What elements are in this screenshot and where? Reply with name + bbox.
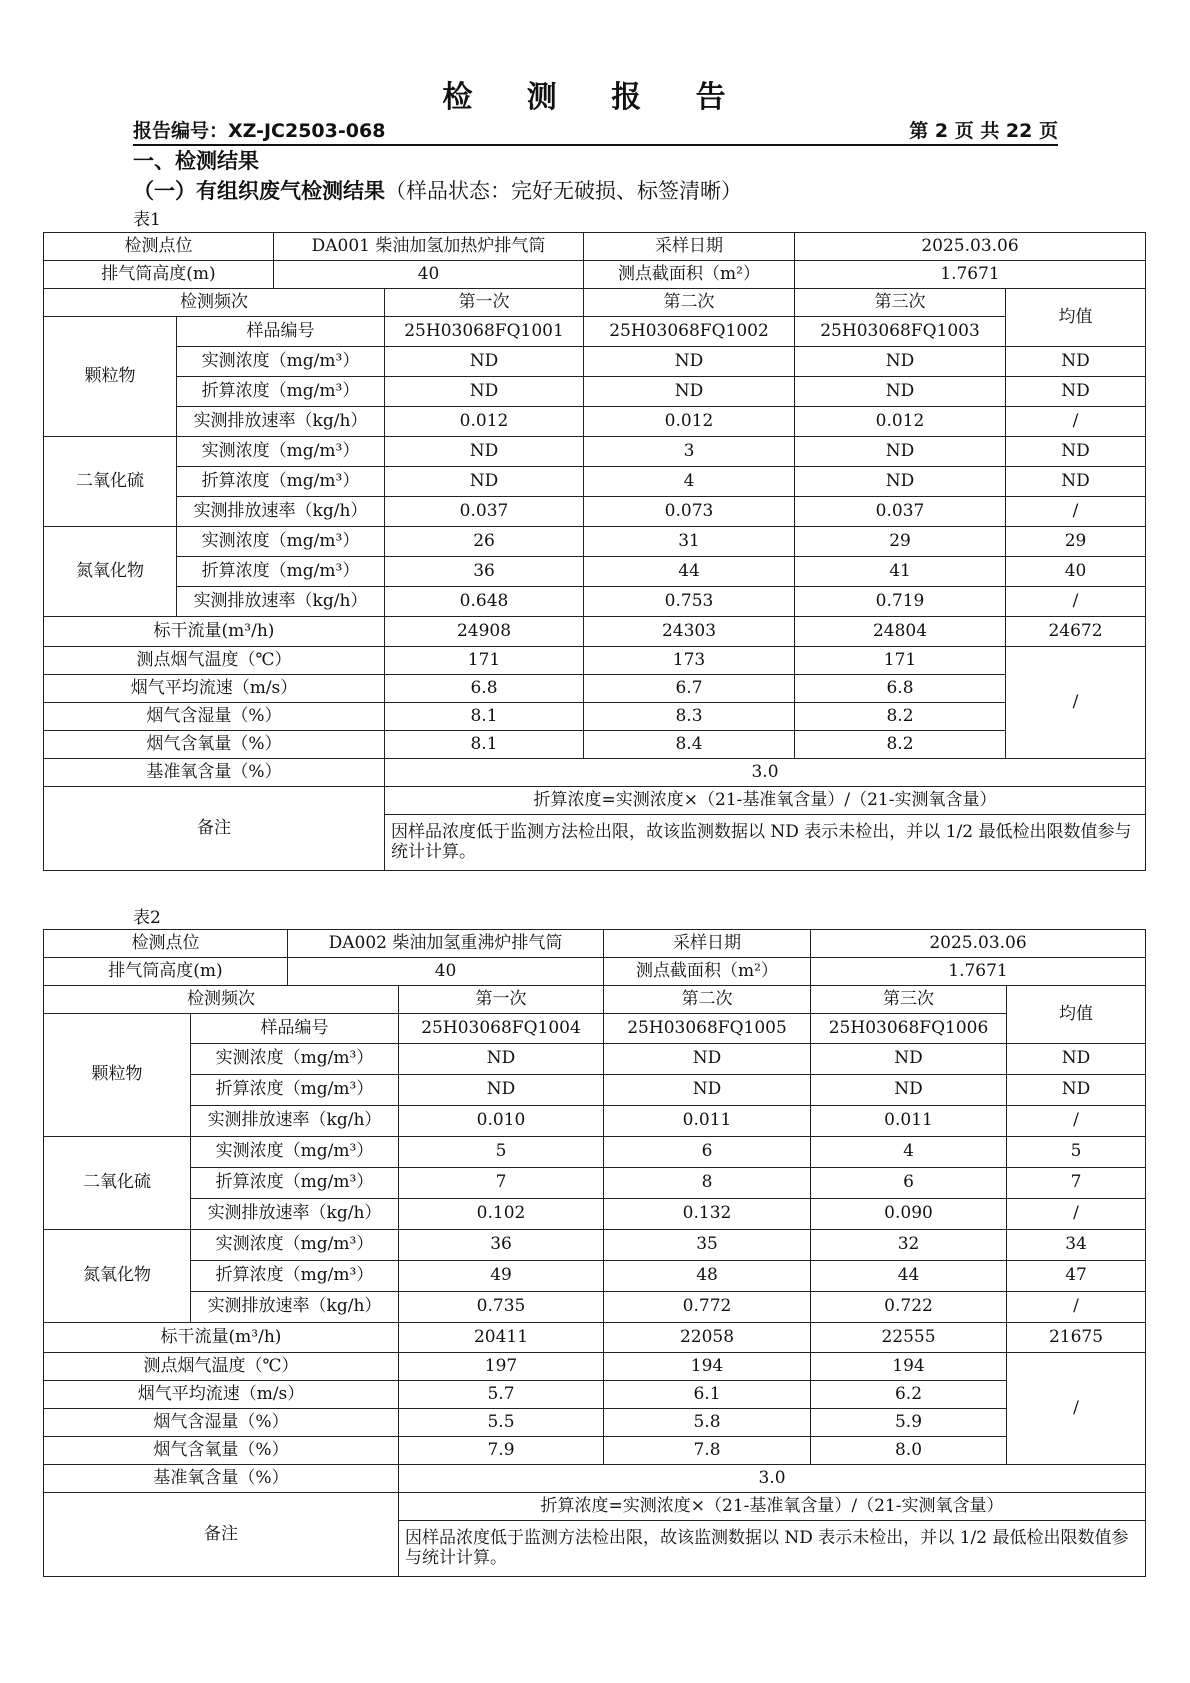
cell: ND bbox=[399, 1044, 604, 1075]
cell: 5 bbox=[1007, 1137, 1146, 1168]
sample-no-3: 25H03068FQ1006 bbox=[811, 1014, 1007, 1044]
ref-oxygen-label: 基准氧含量（%） bbox=[44, 759, 385, 787]
temp-label: 测点烟气温度（℃） bbox=[44, 1353, 399, 1381]
cell: 49 bbox=[399, 1261, 604, 1292]
cell: 0.648 bbox=[385, 587, 584, 617]
cell: 0.011 bbox=[604, 1106, 811, 1137]
table-row bbox=[44, 1292, 1146, 1323]
table-row bbox=[44, 377, 1146, 407]
measured-conc-label: 实测浓度（mg/m³） bbox=[191, 1137, 399, 1168]
table-row bbox=[44, 317, 1146, 347]
ref-oxygen-value: 3.0 bbox=[385, 759, 1146, 787]
cell: ND bbox=[385, 467, 584, 497]
measured-conc-label: 实测浓度（mg/m³） bbox=[191, 1044, 399, 1075]
cell: 0.012 bbox=[584, 407, 795, 437]
velocity-label: 烟气平均流速（m/s） bbox=[44, 1381, 399, 1409]
cell: 5.8 bbox=[604, 1409, 811, 1437]
cell: 48 bbox=[604, 1261, 811, 1292]
remark-nd: 因样品浓度低于监测方法检出限，故该监测数据以 ND 表示未检出，并以 1/2 最低检出限数值参与统计计算。 bbox=[399, 1521, 1146, 1577]
cell: 24672 bbox=[1006, 617, 1146, 647]
table-row bbox=[44, 1230, 1146, 1261]
so2-label: 二氧化硫 bbox=[44, 1137, 191, 1230]
table-row bbox=[44, 958, 1146, 986]
sample-no-1: 25H03068FQ1004 bbox=[399, 1014, 604, 1044]
cell: 8.2 bbox=[795, 703, 1006, 731]
emission-rate-label: 实测排放速率（kg/h） bbox=[191, 1199, 399, 1230]
cell: 8 bbox=[604, 1168, 811, 1199]
sample-date-value: 2025.03.06 bbox=[795, 233, 1146, 261]
remark-formula: 折算浓度=实测浓度×（21-基准氧含量）/（21-实测氧含量） bbox=[385, 787, 1146, 815]
nox-label: 氮氧化物 bbox=[44, 1230, 191, 1323]
table-row bbox=[44, 233, 1146, 261]
cell: ND bbox=[795, 467, 1006, 497]
cell: / bbox=[1006, 407, 1146, 437]
cell: 32 bbox=[811, 1230, 1007, 1261]
cell: 5 bbox=[399, 1137, 604, 1168]
emission-rate-label: 实测排放速率（kg/h） bbox=[177, 587, 385, 617]
cell: ND bbox=[584, 377, 795, 407]
stack-height-label: 排气筒高度(m) bbox=[44, 958, 288, 986]
table-row bbox=[44, 1168, 1146, 1199]
subsection-heading bbox=[133, 175, 742, 205]
cell: 5.5 bbox=[399, 1409, 604, 1437]
cell: 35 bbox=[604, 1230, 811, 1261]
flow-label: 标干流量(m³/h) bbox=[44, 617, 385, 647]
pm-label: 颗粒物 bbox=[44, 1014, 191, 1137]
table-row bbox=[44, 437, 1146, 467]
table-row bbox=[44, 261, 1146, 289]
emission-rate-label: 实测排放速率（kg/h） bbox=[191, 1292, 399, 1323]
second-label: 第二次 bbox=[604, 986, 811, 1014]
velocity-label: 烟气平均流速（m/s） bbox=[44, 675, 385, 703]
cell: 29 bbox=[795, 527, 1006, 557]
avg-label: 均值 bbox=[1007, 986, 1146, 1044]
cell: 7 bbox=[1007, 1168, 1146, 1199]
table-row bbox=[44, 1409, 1146, 1437]
table-row bbox=[44, 759, 1146, 787]
cell: 0.011 bbox=[811, 1106, 1007, 1137]
table-row bbox=[44, 497, 1146, 527]
sample-no-label: 样品编号 bbox=[191, 1014, 399, 1044]
converted-conc-label: 折算浓度（mg/m³） bbox=[191, 1075, 399, 1106]
cell: 5.9 bbox=[811, 1409, 1007, 1437]
second-label: 第二次 bbox=[584, 289, 795, 317]
cell: 22058 bbox=[604, 1323, 811, 1353]
table-row bbox=[44, 1199, 1146, 1230]
table-row bbox=[44, 675, 1146, 703]
so2-label: 二氧化硫 bbox=[44, 437, 177, 527]
first-label: 第一次 bbox=[399, 986, 604, 1014]
table-row bbox=[44, 1261, 1146, 1292]
table-2-label: 表2 bbox=[133, 908, 161, 928]
table-row bbox=[44, 1323, 1146, 1353]
table-row bbox=[44, 986, 1146, 1014]
report-title: 检 测 报 告 bbox=[442, 80, 748, 115]
cell: 8.3 bbox=[584, 703, 795, 731]
cell: ND bbox=[584, 347, 795, 377]
table-row bbox=[44, 1353, 1146, 1381]
cell: 0.772 bbox=[604, 1292, 811, 1323]
cell: 8.1 bbox=[385, 731, 584, 759]
measured-conc-label: 实测浓度（mg/m³） bbox=[191, 1230, 399, 1261]
cell: 0.753 bbox=[584, 587, 795, 617]
cell: / bbox=[1007, 1199, 1146, 1230]
sample-no-2: 25H03068FQ1005 bbox=[604, 1014, 811, 1044]
cell: ND bbox=[604, 1044, 811, 1075]
sample-no-2: 25H03068FQ1002 bbox=[584, 317, 795, 347]
cell: 24908 bbox=[385, 617, 584, 647]
cell: 0.012 bbox=[385, 407, 584, 437]
cell: 171 bbox=[385, 647, 584, 675]
cell: ND bbox=[1006, 437, 1146, 467]
cell: 4 bbox=[811, 1137, 1007, 1168]
cell: ND bbox=[795, 377, 1006, 407]
cell: 41 bbox=[795, 557, 1006, 587]
table-row bbox=[44, 1075, 1146, 1106]
oxygen-label: 烟气含氧量（%） bbox=[44, 1437, 399, 1465]
cell: 8.0 bbox=[811, 1437, 1007, 1465]
frequency-label: 检测频次 bbox=[44, 986, 399, 1014]
table-row bbox=[44, 1106, 1146, 1137]
cell: ND bbox=[811, 1075, 1007, 1106]
remarks-label: 备注 bbox=[44, 1493, 399, 1577]
sample-date-value: 2025.03.06 bbox=[811, 930, 1146, 958]
table-row bbox=[44, 930, 1146, 958]
cell: 44 bbox=[811, 1261, 1007, 1292]
table-row bbox=[44, 1493, 1146, 1521]
cell: 21675 bbox=[1007, 1323, 1146, 1353]
sample-no-1: 25H03068FQ1001 bbox=[385, 317, 584, 347]
point-value: DA002 柴油加氢重沸炉排气筒 bbox=[288, 930, 604, 958]
subsection-note: （样品状态：完好无破损、标签清晰） bbox=[385, 179, 742, 203]
cell: 6 bbox=[811, 1168, 1007, 1199]
cell: 6.8 bbox=[385, 675, 584, 703]
cell: ND bbox=[385, 377, 584, 407]
table-row bbox=[44, 731, 1146, 759]
table-row bbox=[44, 557, 1146, 587]
temp-label: 测点烟气温度（℃） bbox=[44, 647, 385, 675]
section-area-label: 测点截面积（m²） bbox=[584, 261, 795, 289]
cell: 4 bbox=[584, 467, 795, 497]
cell: ND bbox=[795, 347, 1006, 377]
table-row bbox=[44, 587, 1146, 617]
converted-conc-label: 折算浓度（mg/m³） bbox=[177, 467, 385, 497]
cell: ND bbox=[1007, 1075, 1146, 1106]
cell: ND bbox=[1006, 347, 1146, 377]
cell: 0.010 bbox=[399, 1106, 604, 1137]
cell: / bbox=[1006, 587, 1146, 617]
table-row bbox=[44, 289, 1146, 317]
cell: 197 bbox=[399, 1353, 604, 1381]
cell: 40 bbox=[1006, 557, 1146, 587]
section-area-value: 1.7671 bbox=[795, 261, 1146, 289]
table-row bbox=[44, 617, 1146, 647]
table-row bbox=[44, 527, 1146, 557]
cell: 24804 bbox=[795, 617, 1006, 647]
table-row bbox=[44, 787, 1146, 815]
stack-height-value: 40 bbox=[274, 261, 584, 289]
cell: 5.7 bbox=[399, 1381, 604, 1409]
emission-rate-label: 实测排放速率（kg/h） bbox=[191, 1106, 399, 1137]
cell: 29 bbox=[1006, 527, 1146, 557]
table-row bbox=[44, 647, 1146, 675]
pm-label: 颗粒物 bbox=[44, 317, 177, 437]
cell: 6.2 bbox=[811, 1381, 1007, 1409]
cell: 36 bbox=[385, 557, 584, 587]
cell: 8.1 bbox=[385, 703, 584, 731]
ref-oxygen-label: 基准氧含量（%） bbox=[44, 1465, 399, 1493]
cell: 8.2 bbox=[795, 731, 1006, 759]
table-row bbox=[44, 1044, 1146, 1075]
cell: ND bbox=[604, 1075, 811, 1106]
cell: 44 bbox=[584, 557, 795, 587]
cell: 6.1 bbox=[604, 1381, 811, 1409]
cell: ND bbox=[1007, 1044, 1146, 1075]
section-heading: 一、检测结果 bbox=[133, 149, 259, 173]
table-row bbox=[44, 1381, 1146, 1409]
cell: ND bbox=[399, 1075, 604, 1106]
cell: 173 bbox=[584, 647, 795, 675]
converted-conc-label: 折算浓度（mg/m³） bbox=[177, 557, 385, 587]
table-row bbox=[44, 1437, 1146, 1465]
emission-rate-label: 实测排放速率（kg/h） bbox=[177, 497, 385, 527]
table-row bbox=[44, 1137, 1146, 1168]
cell: 6 bbox=[604, 1137, 811, 1168]
measured-conc-label: 实测浓度（mg/m³） bbox=[177, 527, 385, 557]
nox-label: 氮氧化物 bbox=[44, 527, 177, 617]
result-table-1 bbox=[43, 232, 1146, 871]
table-row bbox=[44, 467, 1146, 497]
table-row bbox=[44, 1465, 1146, 1493]
moisture-label: 烟气含湿量（%） bbox=[44, 1409, 399, 1437]
cell: ND bbox=[1006, 467, 1146, 497]
param-avg-cell: / bbox=[1007, 1353, 1146, 1465]
point-label: 检测点位 bbox=[44, 233, 274, 261]
cell: 3 bbox=[584, 437, 795, 467]
avg-label: 均值 bbox=[1006, 289, 1146, 347]
remark-formula: 折算浓度=实测浓度×（21-基准氧含量）/（21-实测氧含量） bbox=[399, 1493, 1146, 1521]
cell: 8.4 bbox=[584, 731, 795, 759]
table-row bbox=[44, 1014, 1146, 1044]
report-header bbox=[133, 116, 1058, 146]
sample-no-3: 25H03068FQ1003 bbox=[795, 317, 1006, 347]
table-row bbox=[44, 347, 1146, 377]
moisture-label: 烟气含湿量（%） bbox=[44, 703, 385, 731]
cell: 0.012 bbox=[795, 407, 1006, 437]
sample-date-label: 采样日期 bbox=[604, 930, 811, 958]
cell: / bbox=[1006, 497, 1146, 527]
cell: 6.8 bbox=[795, 675, 1006, 703]
stack-height-value: 40 bbox=[288, 958, 604, 986]
cell: ND bbox=[385, 347, 584, 377]
point-value: DA001 柴油加氢加热炉排气筒 bbox=[274, 233, 584, 261]
third-label: 第三次 bbox=[811, 986, 1007, 1014]
flow-label: 标干流量(m³/h) bbox=[44, 1323, 399, 1353]
cell: / bbox=[1007, 1106, 1146, 1137]
cell: ND bbox=[811, 1044, 1007, 1075]
cell: 0.735 bbox=[399, 1292, 604, 1323]
table-row bbox=[44, 703, 1146, 731]
cell: 6.7 bbox=[584, 675, 795, 703]
cell: 171 bbox=[795, 647, 1006, 675]
cell: 47 bbox=[1007, 1261, 1146, 1292]
measured-conc-label: 实测浓度（mg/m³） bbox=[177, 347, 385, 377]
cell: 22555 bbox=[811, 1323, 1007, 1353]
converted-conc-label: 折算浓度（mg/m³） bbox=[191, 1168, 399, 1199]
cell: 0.037 bbox=[795, 497, 1006, 527]
report-number: 报告编号：XZ-JC2503-068 bbox=[133, 120, 386, 142]
remark-nd: 因样品浓度低于监测方法检出限，故该监测数据以 ND 表示未检出，并以 1/2 最低检出限数值参与统计计算。 bbox=[385, 815, 1146, 871]
converted-conc-label: 折算浓度（mg/m³） bbox=[191, 1261, 399, 1292]
first-label: 第一次 bbox=[385, 289, 584, 317]
cell: ND bbox=[795, 437, 1006, 467]
cell: 0.722 bbox=[811, 1292, 1007, 1323]
stack-height-label: 排气筒高度(m) bbox=[44, 261, 274, 289]
cell: 7.9 bbox=[399, 1437, 604, 1465]
cell: 0.037 bbox=[385, 497, 584, 527]
sample-date-label: 采样日期 bbox=[584, 233, 795, 261]
cell: 26 bbox=[385, 527, 584, 557]
cell: 0.073 bbox=[584, 497, 795, 527]
sample-no-label: 样品编号 bbox=[177, 317, 385, 347]
section-area-value: 1.7671 bbox=[811, 958, 1146, 986]
cell: 194 bbox=[811, 1353, 1007, 1381]
cell: 0.132 bbox=[604, 1199, 811, 1230]
table-1-label: 表1 bbox=[133, 210, 161, 230]
param-avg-cell: / bbox=[1006, 647, 1146, 759]
point-label: 检测点位 bbox=[44, 930, 288, 958]
cell: 194 bbox=[604, 1353, 811, 1381]
cell: 0.090 bbox=[811, 1199, 1007, 1230]
cell: 7 bbox=[399, 1168, 604, 1199]
cell: 0.719 bbox=[795, 587, 1006, 617]
cell: 7.8 bbox=[604, 1437, 811, 1465]
frequency-label: 检测频次 bbox=[44, 289, 385, 317]
oxygen-label: 烟气含氧量（%） bbox=[44, 731, 385, 759]
cell: 0.102 bbox=[399, 1199, 604, 1230]
cell: ND bbox=[385, 437, 584, 467]
cell: 31 bbox=[584, 527, 795, 557]
table-row bbox=[44, 407, 1146, 437]
cell: 34 bbox=[1007, 1230, 1146, 1261]
measured-conc-label: 实测浓度（mg/m³） bbox=[177, 437, 385, 467]
remarks-label: 备注 bbox=[44, 787, 385, 871]
subsection-title: （一）有组织废气检测结果 bbox=[133, 179, 385, 203]
cell: 20411 bbox=[399, 1323, 604, 1353]
cell: 24303 bbox=[584, 617, 795, 647]
emission-rate-label: 实测排放速率（kg/h） bbox=[177, 407, 385, 437]
cell: 36 bbox=[399, 1230, 604, 1261]
result-table-2 bbox=[43, 929, 1146, 1577]
converted-conc-label: 折算浓度（mg/m³） bbox=[177, 377, 385, 407]
cell: ND bbox=[1006, 377, 1146, 407]
third-label: 第三次 bbox=[795, 289, 1006, 317]
cell: / bbox=[1007, 1292, 1146, 1323]
page-number: 第 2 页 共 22 页 bbox=[909, 120, 1058, 142]
section-area-label: 测点截面积（m²） bbox=[604, 958, 811, 986]
ref-oxygen-value: 3.0 bbox=[399, 1465, 1146, 1493]
